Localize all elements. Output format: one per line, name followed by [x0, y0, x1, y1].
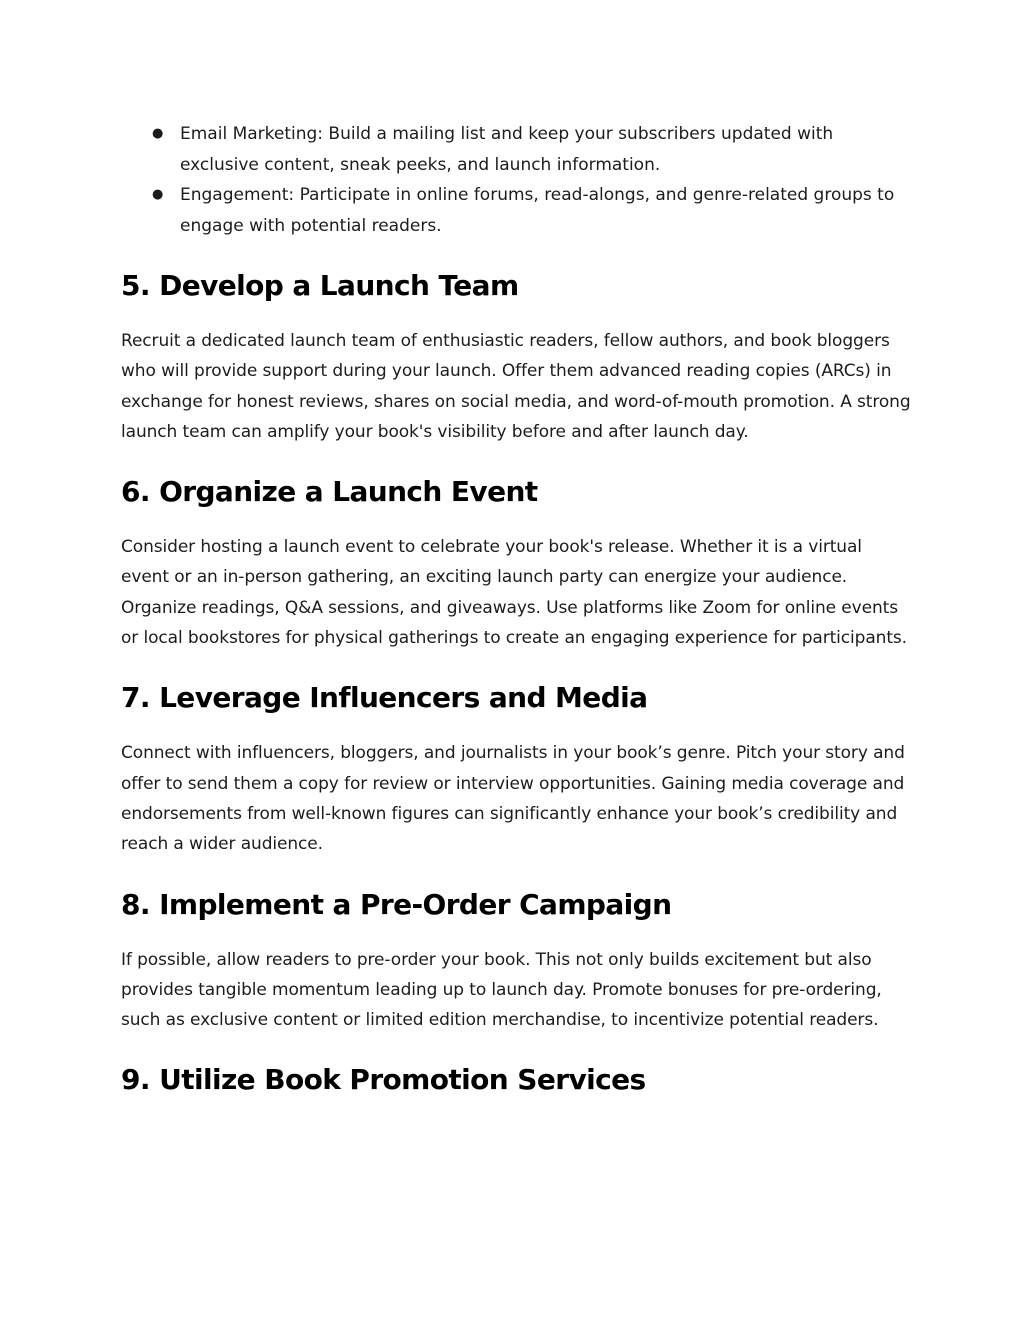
document-page	[121, 119, 911, 1120]
bullet-text: Engagement: Participate in online forums, read-alongs, and genre-related groups to engage with potential readers.	[180, 185, 895, 236]
section-organize-launch-event	[121, 475, 911, 653]
section-leverage-influencers	[121, 681, 911, 859]
section-body: Recruit a dedicated launch team of enthusiastic readers, fellow authors, and book bloggers who will provide support during your launch. Offer them advanced reading copies (ARCs) in exchange for honest reviews, shares on social media, and word-of-mouth promotion. A strong launch team can amplify your book's visibility before and after launch day.	[121, 331, 911, 442]
section-develop-launch-team	[121, 269, 911, 447]
bullet-text: Email Marketing: Build a mailing list and keep your subscribers updated with exclusive content, sneak peeks, and launch information.	[180, 124, 834, 175]
section-heading: 8. Implement a Pre-Order Campaign	[121, 887, 672, 921]
section-book-promotion-services	[121, 1063, 911, 1097]
section-body: Connect with influencers, bloggers, and journalists in your book’s genre. Pitch your story and offer to send them a copy for review or interview opportunities. Gaining media coverage and endorsements from well-known figures can significantly enhance your book’s credibility and reach a wider audience.	[121, 743, 905, 855]
list-item	[121, 180, 911, 241]
section-body: Consider hosting a launch event to celebrate your book's release. Whether it is a virtual event or an in-person gathering, an exciting launch party can energize your audience. Organize readings, Q&A sessions, and giveaways. Use platforms like Zoom for online events or local bookstores for physical gatherings to create an engaging experience for participants.	[121, 537, 907, 649]
section-heading: 7. Leverage Influencers and Media	[121, 681, 648, 715]
bullet-icon: ●	[152, 126, 164, 141]
bullet-icon: ●	[152, 187, 164, 202]
list-item	[121, 119, 911, 180]
section-heading: 9. Utilize Book Promotion Services	[121, 1063, 646, 1097]
section-heading: 6. Organize a Launch Event	[121, 475, 538, 509]
bullet-list	[121, 119, 911, 241]
section-pre-order-campaign	[121, 888, 911, 1036]
section-heading: 5. Develop a Launch Team	[121, 269, 519, 302]
section-body: If possible, allow readers to pre-order your book. This not only builds excitement but also provides tangible momentum leading up to launch day. Promote bonuses for pre-ordering, such as exclusive content or limited edition merchandise, to incentivize potential readers.	[121, 949, 882, 1031]
